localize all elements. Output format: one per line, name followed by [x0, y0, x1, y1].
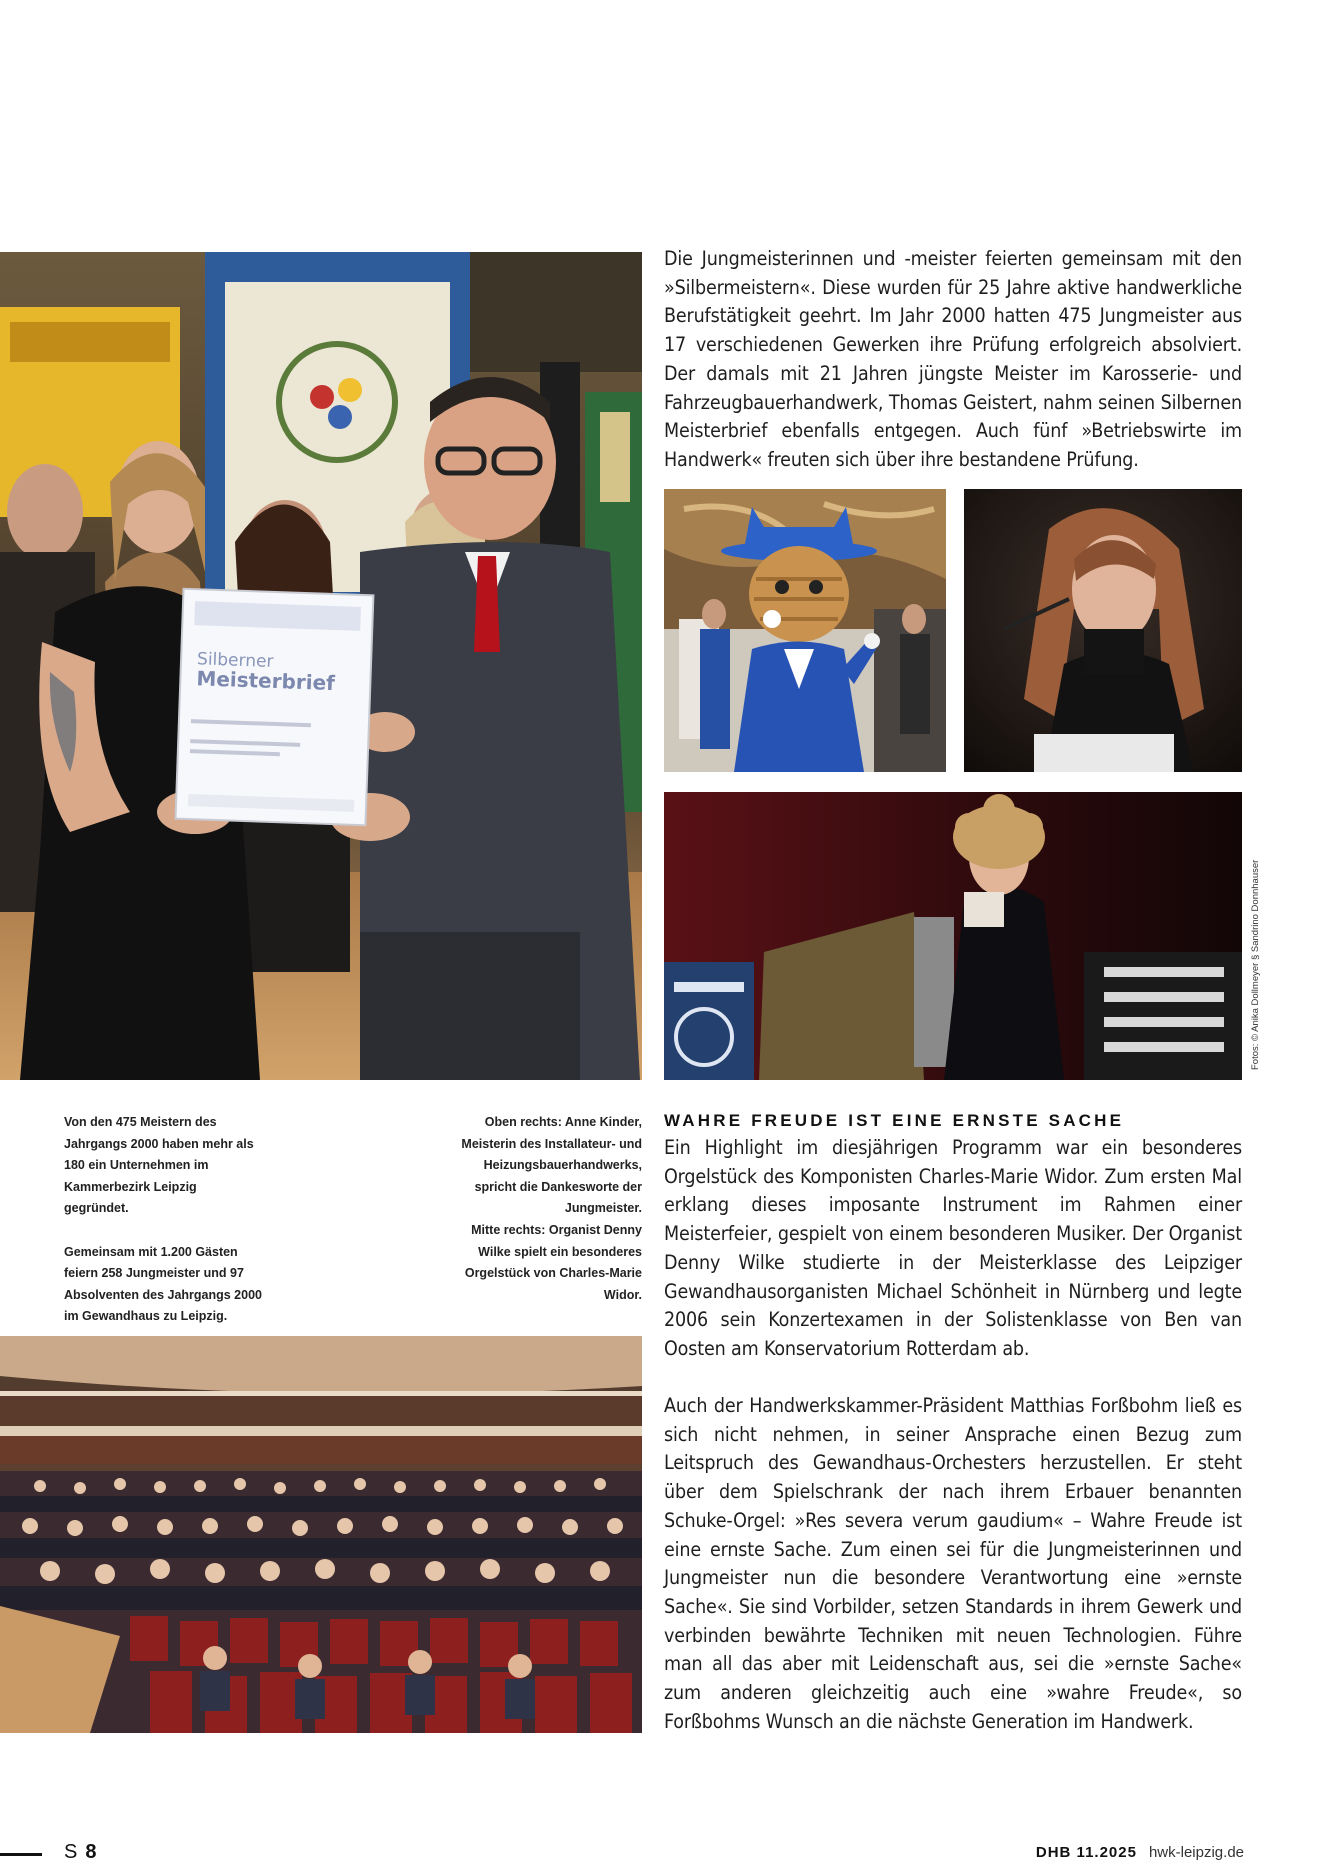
caption-left: [64, 1112, 264, 1350]
caption-right: [455, 1112, 642, 1306]
caption-left-2: Gemeinsam mit 1.200 Gästen feiern 258 Jungmeister und 97 Absolventen des Jahrgangs 2000 im Gewandhaus zu Leipzig.: [64, 1244, 262, 1324]
caption-right-2: Mitte rechts: Organist Denny Wilke spielt ein besonderes Orgelstück von Charles-Marie Widor.: [464, 1222, 642, 1302]
photo-gewandhaus-audience: [0, 1336, 642, 1733]
page-number-value: 8: [85, 1841, 97, 1863]
photo-speaker-anne-kinder: [964, 489, 1242, 772]
caption-right-1: Oben rechts: Anne Kinder, Meisterin des Installateur- und Heizungsbauerhandwerks, spricht die Dankesworte der Jungmeister.: [461, 1115, 642, 1216]
section-heading: WAHRE FREUDE IST EINE ERNSTE SACHE: [664, 1111, 1125, 1130]
footer-rule: [0, 1853, 42, 1856]
footer-issue: [1036, 1844, 1244, 1861]
photo-mascot: [664, 489, 946, 772]
paragraph-organ-highlight: Ein Highlight im diesjährigen Programm war ein besonderes Orgelstück des Komponisten Charles-Marie Widor. Zum ersten Mal erklang dieses imposante Instrument im Rahmen einer Meisterfeier, gespielt von einem besonderen Musiker. Der Organist Denny Wilke studierte in der Meisterklasse des Leipziger Gewandhausorganisten Michael Schönheit in Nürnberg und legte 2006 sein Konzertexamen in der Solistenklasse von Ben van Oosten am Konservatorium Rotterdam ab.: [664, 1136, 1242, 1360]
photo-silver-certificate: [0, 252, 642, 1080]
issue-label: DHB 11.2025: [1035, 1844, 1137, 1861]
website-link[interactable]: hwk-leipzig.de: [1148, 1844, 1244, 1861]
intro-paragraph: Die Jungmeisterinnen und -meister feierten gemeinsam mit den »Silbermeistern«. Diese wurden für 25 Jahre aktive handwerkliche Berufstätigkeit geehrt. Im Jahr 2000 hatten 475 Jungmeister aus 17 verschiedenen Gewerken ihre Prüfung erfolgreich absolviert. Der damals mit 21 Jahren jüngste Meister im Karosserie- und Fahrzeugbauerhandwerk, Thomas Geistert, nahm seinen Silbernen Meisterbrief ebenfalls entgegen. Auch fünf »Betriebswirte im Handwerk« freuten sich über ihre bestandene Prüfung.: [664, 247, 1242, 471]
photo-organist-denny-wilke: [664, 792, 1242, 1080]
paragraph-president-speech: Auch der Handwerkskammer-Präsident Matthias Forßbohm ließ es sich nicht nehmen, in seiner Ansprache einen Bezug zum Leitspruch des Gewandhaus-Orchesters herzustellen. Er steht über dem Spielschrank der nach ihrem Erbauer benannten Schuke-Orgel: »Res severa verum gaudium« – Wahre Freude ist eine ernste Sache. Zum einen sei für die Jungmeisterinnen und Jungmeister nun die besondere Verantwortung eine »ernste Sache«. Sie sind Vorbilder, setzen Standards in ihrem Gewerk und verbinden bewährte Techniken mit neuen Technologien. Führe man all das aber mit Leidenschaft aus, sei die »ernste Sache« zum anderen gleichzeitig auch eine »wahre Freude«, so Forßbohms Wunsch an die nächste Generation im Handwerk.: [664, 1394, 1242, 1733]
page-prefix: S: [64, 1841, 78, 1863]
page-number: [64, 1841, 96, 1864]
caption-left-1: Von den 475 Meistern des Jahrgangs 2000 haben mehr als 180 ein Unternehmen im Kammerbezirk Leipzig gegründet.: [64, 1115, 254, 1216]
certificate-line-1: Silberner: [196, 649, 274, 672]
certificate-line-2: Meisterbrief: [196, 666, 336, 696]
photo-credit: Fotos: © Anika Dollmeyer § Sandrino Donnhauser: [1250, 859, 1261, 1070]
